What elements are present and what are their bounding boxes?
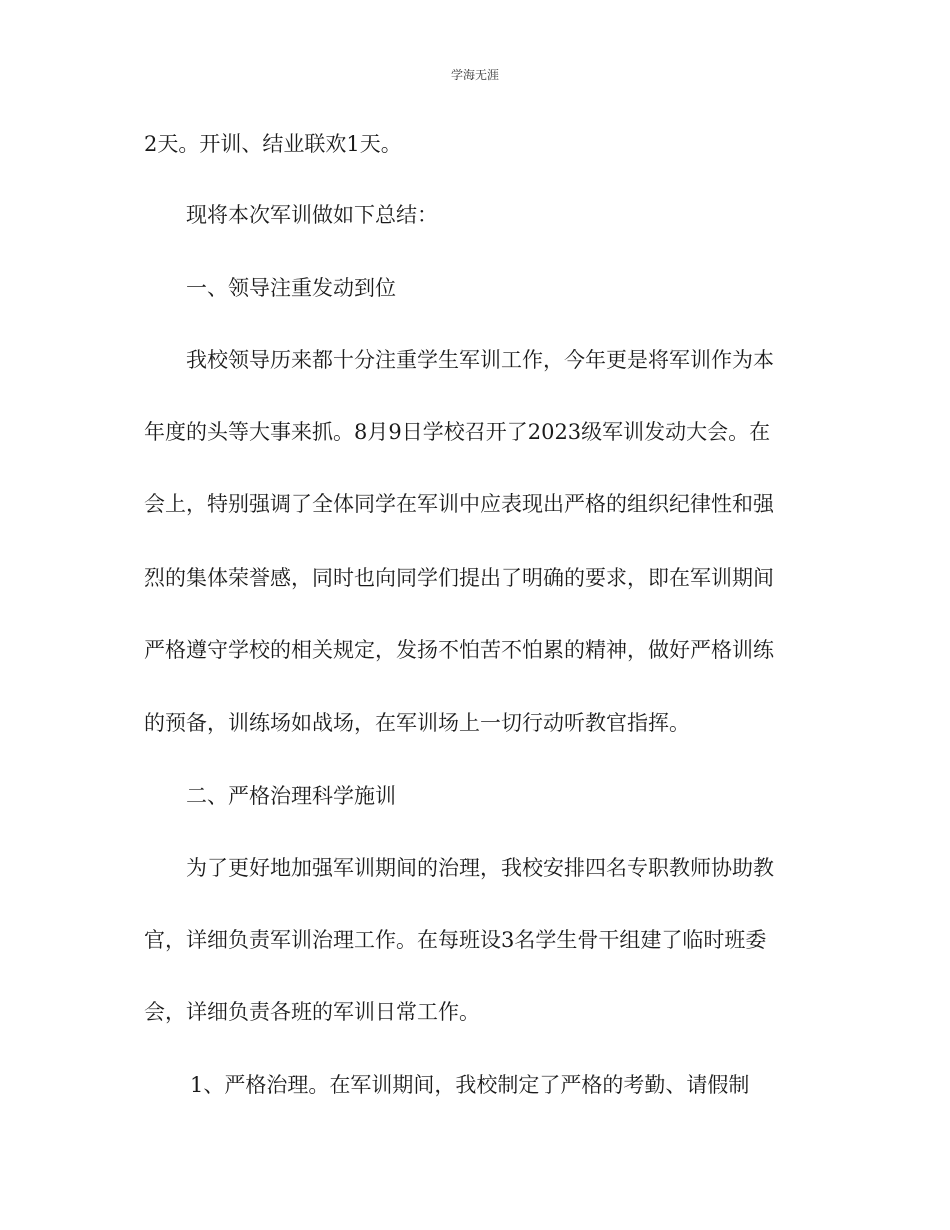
text-line: 会上，特别强调了全体同学在军训中应表现出严格的组织纪律性和强 (144, 492, 774, 516)
text-line: 官，详细负责军训治理工作。在每班设3名学生骨干组建了临时班委 (144, 928, 767, 952)
section-heading: 二、严格治理科学施训 (186, 784, 396, 808)
section-heading: 一、领导注重发动到位 (186, 276, 396, 300)
text-line: 严格遵守学校的相关规定，发扬不怕苦不怕累的精神，做好严格训练 (144, 638, 774, 662)
text-line: 2天。开训、结业联欢1天。 (144, 132, 402, 156)
text-line: 我校领导历来都十分注重学生军训工作，今年更是将军训作为本 (186, 348, 774, 372)
text-line: 1、严格治理。在军训期间，我校制定了严格的考勤、请假制 (190, 1073, 750, 1097)
text-line: 现将本次军训做如下总结： (186, 203, 438, 227)
text-line: 年度的头等大事来抓。8月9日学校召开了2023级军训发动大会。在 (144, 420, 771, 444)
text-line: 烈的集体荣誉感，同时也向同学们提出了明确的要求，即在军训期间 (144, 566, 774, 590)
text-line: 的预备，训练场如战场，在军训场上一切行动听教官指挥。 (144, 711, 690, 735)
text-line: 为了更好地加强军训期间的治理，我校安排四名专职教师协助教 (186, 856, 774, 880)
text-line: 会，详细负责各班的军训日常工作。 (144, 1000, 480, 1024)
page-header: 学海无涯 (450, 68, 499, 82)
